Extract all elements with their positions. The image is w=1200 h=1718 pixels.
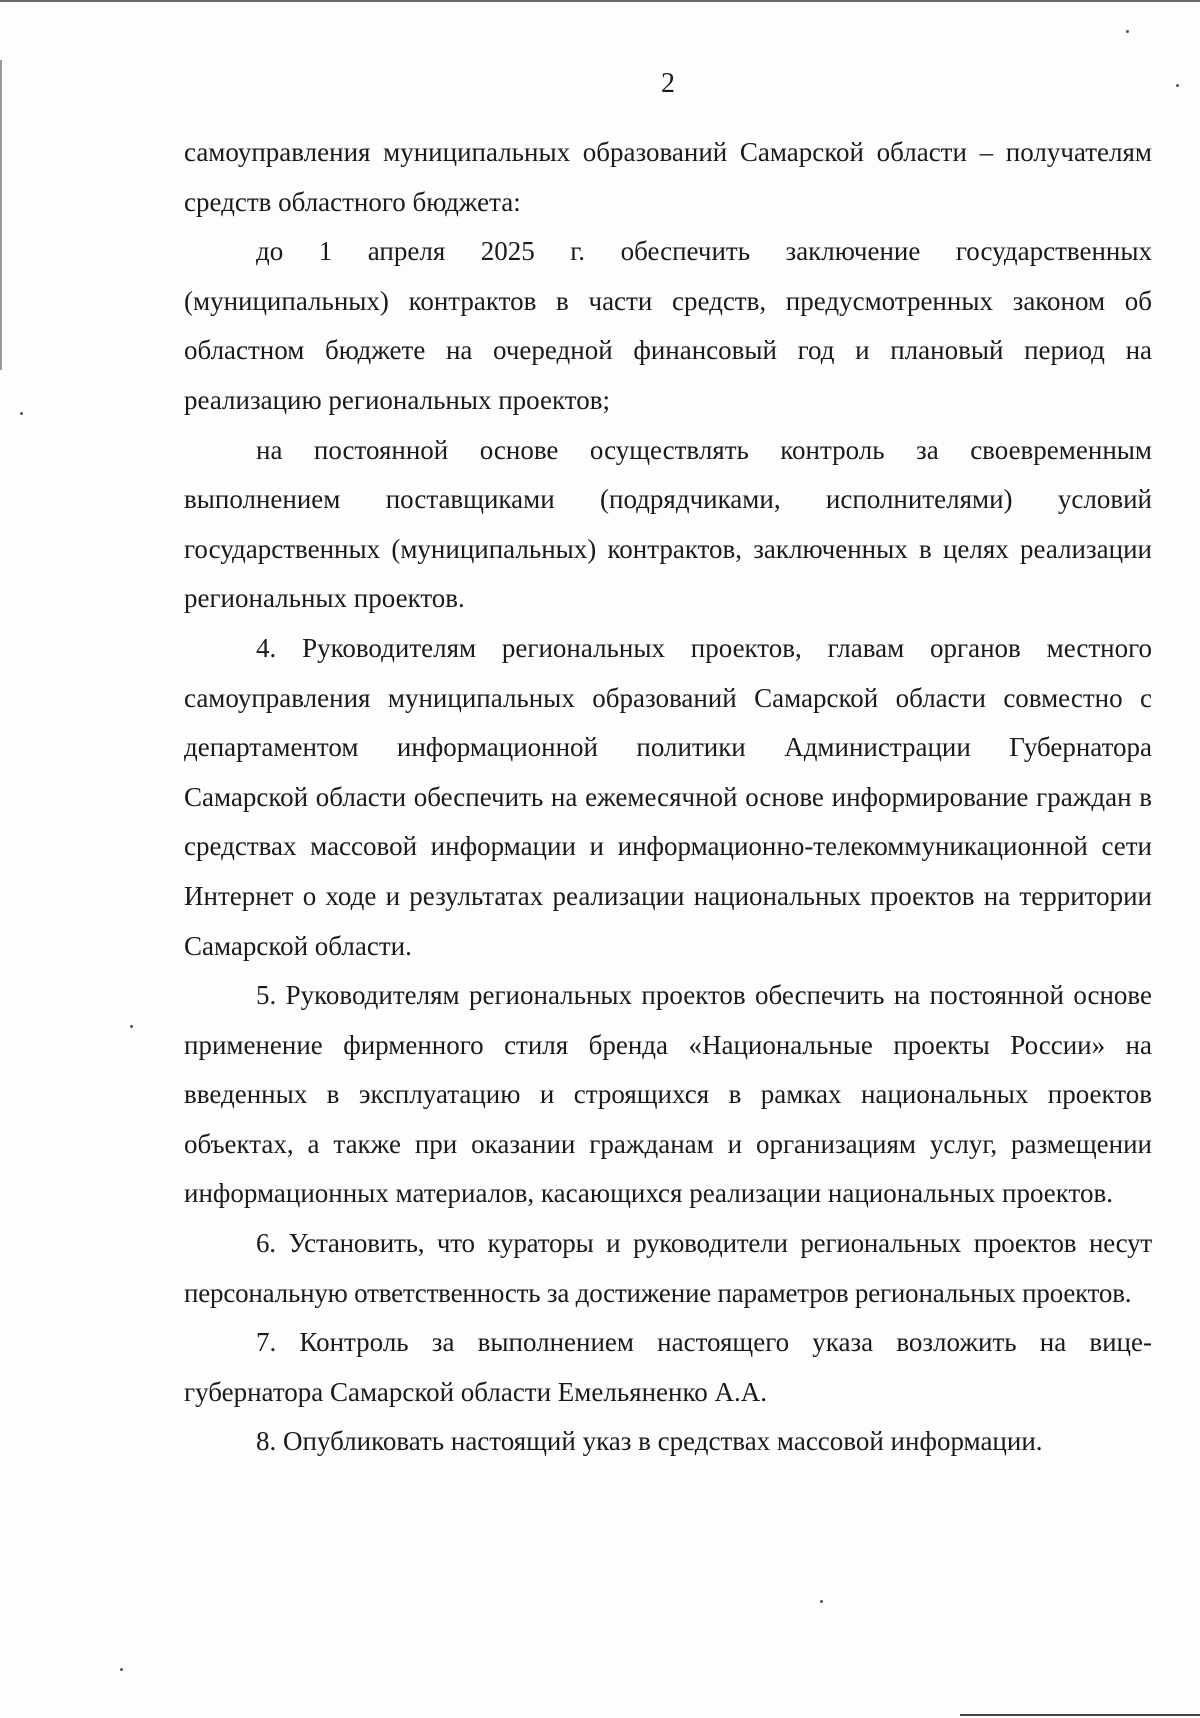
scan-speck [1126,30,1129,33]
scan-speck [130,1025,133,1028]
scan-speck [120,1668,123,1671]
paragraph-item-5: 5. Руководителям региональных проектов обеспечить на постоянной основе применение фирменного стиля бренда «Национальные проекты России» на введенных в эксплуатацию и строящихся в рамках национальных проектов объектах, а также при оказании гражданам и организациям услуг, размещении информационных материалов, касающихся реализации национальных проектов. [184,980,1152,1209]
paragraph-item-4: 4. Руководителям региональных проектов, главам органов местного самоуправления муниципальных образований Самарской области совместно с департаментом информационной политики Администрации Губернатора Самарской области обеспечить на ежемесячной основе информирование граждан в средствах массовой информации и информационно-телекоммуникационной сети Интернет о ходе и результатах реализации национальных проектов на территории Самарской области. [184,632,1152,961]
scan-speck [20,412,23,415]
paragraph-deadline: до 1 апреля 2025 г. обеспечить заключение государственных (муниципальных) контрактов в части средств, предусмотренных законом об областном бюджете на очередной финансовый год и плановый период на реализацию региональных проектов; [184,236,1152,415]
paragraph-item-8: 8. Опубликовать настоящий указ в средствах массовой информации. [256,1426,1043,1457]
scan-top-edge [0,0,1200,2]
scan-left-edge [0,60,2,370]
page-number: 2 [661,68,675,99]
paragraph-item-6: 6. Установить, что кураторы и руководители региональных проектов несут персональную ответственность за достижение параметров региональных проектов. [184,1228,1152,1308]
paragraph-item-7: 7. Контроль за выполнением настоящего указа возложить на вице-губернатора Самарской области Емельяненко А.А. [184,1327,1152,1407]
paragraph-control: на постоянной основе осуществлять контроль за своевременным выполнением поставщиками (подрядчиками, исполнителями) условий государственных (муниципальных) контрактов, заключенных в целях реализации региональных проектов. [184,434,1152,614]
scan-speck [820,1600,823,1603]
paragraph-continuation: самоуправления муниципальных образований Самарской области – получателям средств областного бюджета: [184,137,1152,217]
scan-bottom-edge [960,1714,1200,1716]
document-body [184,128,1152,1467]
